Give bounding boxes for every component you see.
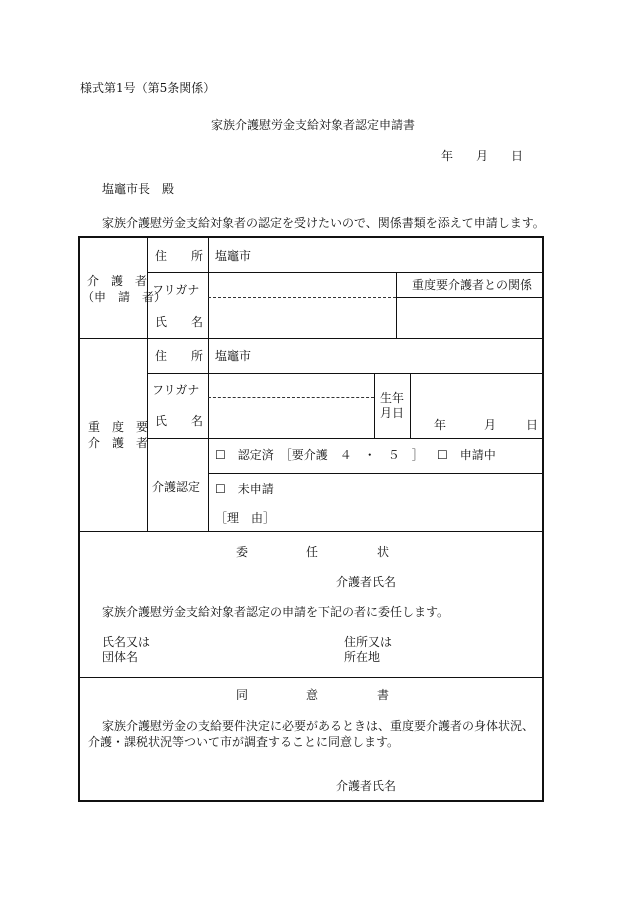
applicant-name-label: 氏 名 <box>155 315 204 329</box>
care-recipient-address-label: 住 所 <box>155 349 204 363</box>
care-recipient-name-label: 氏 名 <box>155 414 204 428</box>
row-divider <box>147 272 542 273</box>
section-divider <box>80 338 542 339</box>
delegation-text: 家族介護慰労金支給対象者認定の申請を下記の者に委任します。 <box>102 605 450 619</box>
delegate-address-label: 住所又は <box>344 635 393 649</box>
date-month-label: 月 <box>476 149 489 163</box>
consent-text-line: 介護・課税状況等ついて市が調査することに同意します。 <box>88 735 400 749</box>
birth-day-label: 日 <box>526 418 539 432</box>
relation-label: 重度要介護者との関係 <box>412 278 533 292</box>
furigana-divider <box>208 297 396 298</box>
pending-checkbox[interactable]: ☐ 申請中 <box>437 448 496 462</box>
application-form <box>78 236 544 802</box>
furigana-divider <box>208 397 374 398</box>
delegate-name-label: 氏名又は <box>102 635 151 649</box>
intro-text: 家族介護慰労金支給対象者の認定を受けたいので、関係書類を添えて申請します。 <box>102 216 545 230</box>
birth-year-label: 年 <box>434 418 447 432</box>
section-divider <box>80 531 542 532</box>
column-divider <box>374 373 375 438</box>
care-certification-label: 介護認定 <box>152 480 201 494</box>
care-recipient-section-sublabel: 介 護 者 <box>88 436 149 450</box>
birth-date-label: 生年 <box>380 391 405 405</box>
delegation-caregiver-name-label: 介護者氏名 <box>336 575 397 589</box>
delegate-address-sublabel: 所在地 <box>344 650 381 664</box>
consent-caregiver-name-label: 介護者氏名 <box>336 779 397 793</box>
consent-title-char: 同 <box>236 688 249 702</box>
column-divider <box>147 238 148 531</box>
consent-title-char: 書 <box>377 688 390 702</box>
applicant-address-label: 住 所 <box>155 249 204 263</box>
care-recipient-furigana-label: フリガナ <box>152 383 200 397</box>
birth-date-sublabel: 月日 <box>380 406 405 420</box>
row-divider <box>147 438 542 439</box>
date-day-label: 日 <box>511 149 524 163</box>
birth-month-label: 月 <box>484 418 497 432</box>
column-divider <box>410 373 411 438</box>
row-divider <box>396 297 542 298</box>
form-number: 様式第1号（第5条関係） <box>80 81 216 95</box>
applicant-section-label: 介 護 者 <box>87 274 148 288</box>
reason-label: ［理 由］ <box>215 511 276 525</box>
consent-text-line: 家族介護慰労金の支給要件決定に必要があるときは、重度要介護者の身体状況、 <box>102 719 535 733</box>
care-recipient-section-label: 重 度 要 <box>88 420 149 434</box>
care-recipient-address-value: 塩竈市 <box>215 349 252 363</box>
delegation-title-char: 状 <box>377 545 390 559</box>
delegate-name-sublabel: 団体名 <box>102 650 139 664</box>
applicant-section-sublabel: （申 請 者） <box>82 290 167 304</box>
certified-checkbox[interactable]: ☐ 認定済 ［要介護 ４ ・ ５ ］ <box>215 448 424 462</box>
date-year-label: 年 <box>441 149 454 163</box>
consent-title-char: 意 <box>306 688 319 702</box>
delegation-title-char: 任 <box>306 545 319 559</box>
form-title: 家族介護慰労金支給対象者認定申請書 <box>211 118 416 132</box>
column-divider <box>208 238 209 531</box>
delegation-title-char: 委 <box>236 545 249 559</box>
row-divider <box>147 373 542 374</box>
section-divider <box>80 677 542 678</box>
applicant-address-value: 塩竈市 <box>215 249 252 263</box>
not-applied-checkbox[interactable]: ☐ 未申請 <box>215 482 274 496</box>
column-divider <box>396 272 397 338</box>
applicant-furigana-label: フリガナ <box>152 283 200 297</box>
row-divider <box>208 473 542 474</box>
addressee: 塩竈市長 殿 <box>102 182 175 196</box>
